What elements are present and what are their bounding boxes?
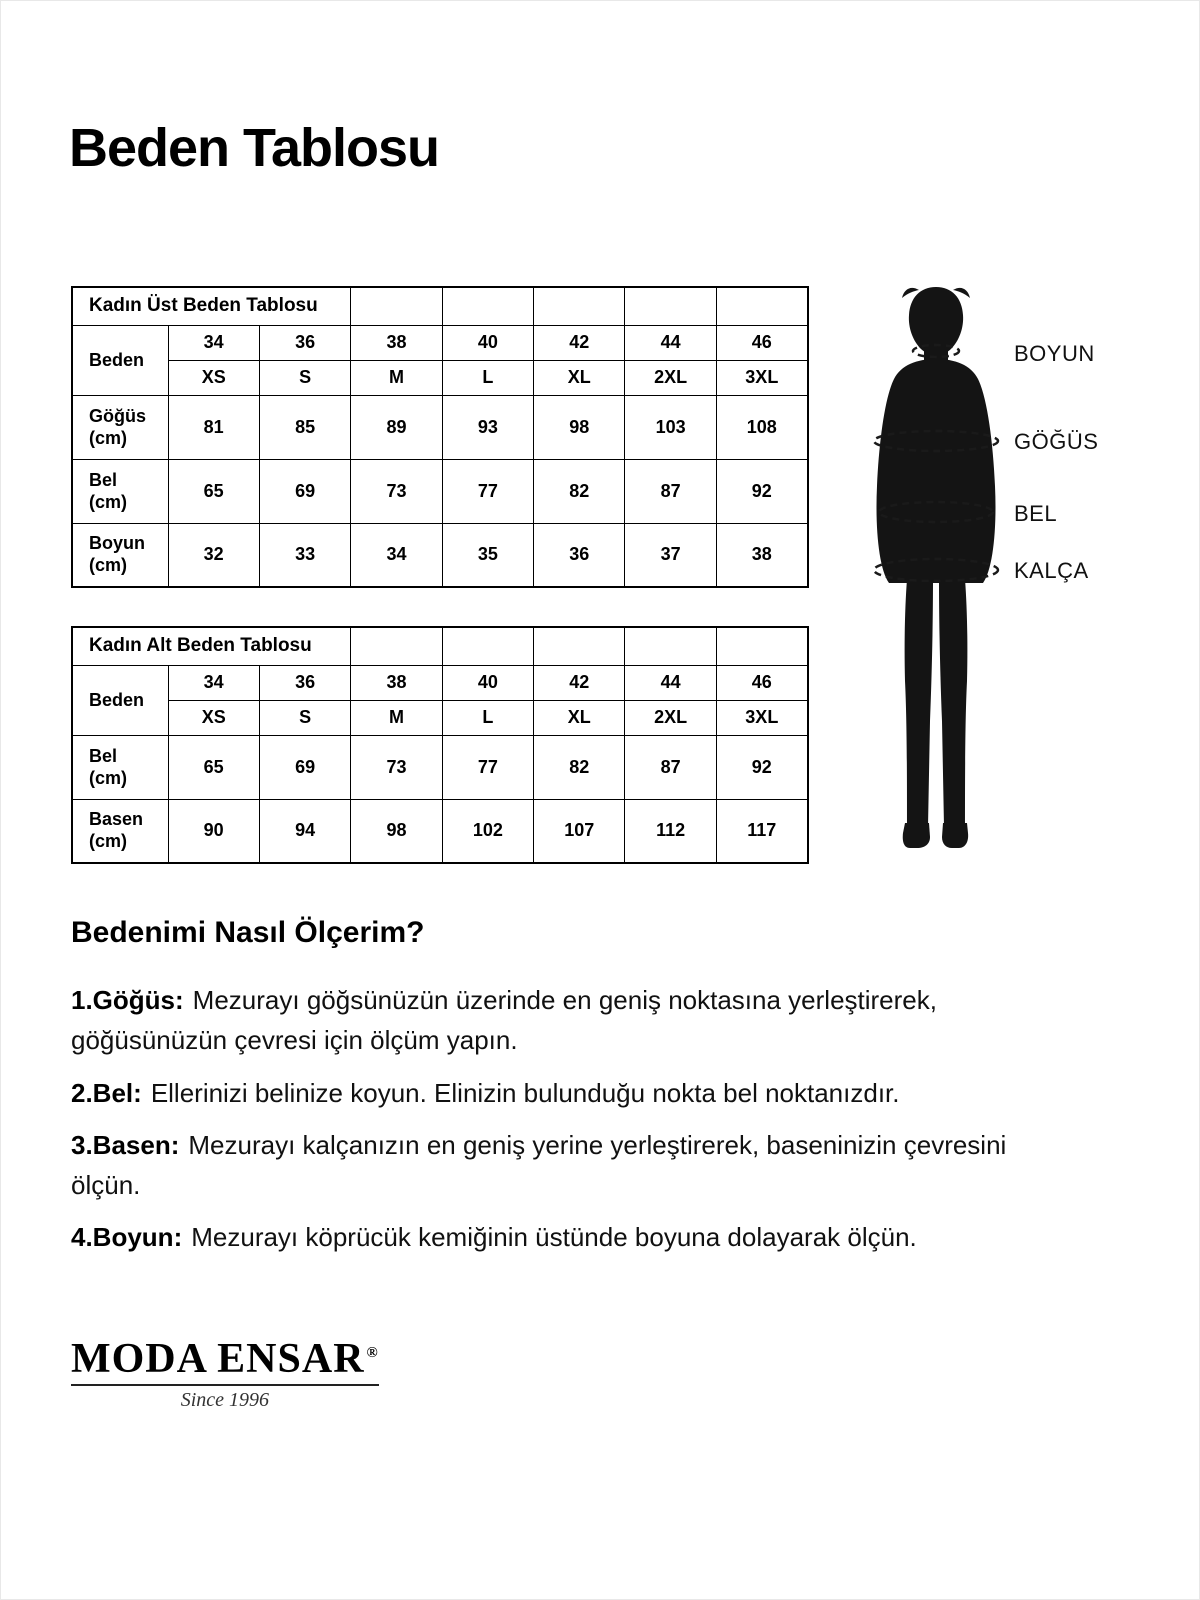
- size-cell: XL: [534, 360, 625, 395]
- value-cell: 93: [442, 395, 533, 459]
- size-cell: 34: [168, 665, 259, 700]
- measurement-row: [72, 523, 808, 587]
- numeric-size-row: [72, 665, 808, 700]
- value-cell: 37: [625, 523, 716, 587]
- measure-unit: (cm): [89, 491, 128, 512]
- empty-cell: [534, 287, 625, 325]
- size-cell: 36: [259, 325, 350, 360]
- figure-label-kalca: KALÇA: [1014, 558, 1089, 583]
- value-cell: 32: [168, 523, 259, 587]
- upper-table-title: Kadın Üst Beden Tablosu: [72, 287, 351, 325]
- right-shoe-shape: [942, 823, 968, 848]
- size-row-label: Beden: [72, 665, 168, 735]
- value-cell: 87: [625, 459, 716, 523]
- table-title-row: [72, 627, 808, 665]
- letter-size-row: [72, 360, 808, 395]
- measure-unit: (cm): [89, 555, 128, 576]
- measure-name: Basen: [89, 809, 144, 830]
- measure-guide-heading: Bedenimi Nasıl Ölçerim?: [71, 916, 425, 949]
- size-cell: 40: [442, 665, 533, 700]
- torso-shape: [877, 359, 996, 583]
- size-cell: S: [259, 360, 350, 395]
- empty-cell: [716, 287, 807, 325]
- guide-item-bel: [71, 1073, 1021, 1113]
- brand-name: [71, 1336, 379, 1382]
- size-cell: L: [442, 700, 533, 735]
- size-cell: M: [351, 700, 442, 735]
- upper-size-table: [71, 286, 809, 588]
- brand-name-text: MODA ENSAR: [71, 1336, 365, 1382]
- measurement-row-label: [72, 459, 168, 523]
- value-cell: 87: [625, 735, 716, 799]
- measure-guide-section: [71, 916, 1021, 1270]
- value-cell: 103: [625, 395, 716, 459]
- empty-cell: [625, 287, 716, 325]
- value-cell: 108: [716, 395, 807, 459]
- value-cell: 92: [716, 735, 807, 799]
- size-cell: M: [351, 360, 442, 395]
- value-cell: 117: [716, 799, 807, 863]
- measure-unit: (cm): [89, 767, 128, 788]
- empty-cell: [534, 627, 625, 665]
- value-cell: 69: [259, 735, 350, 799]
- empty-cell: [351, 627, 442, 665]
- size-cell: XS: [168, 360, 259, 395]
- value-cell: 77: [442, 735, 533, 799]
- value-cell: 98: [351, 799, 442, 863]
- value-cell: 65: [168, 459, 259, 523]
- value-cell: 38: [716, 523, 807, 587]
- measurement-row: [72, 395, 808, 459]
- size-cell: 34: [168, 325, 259, 360]
- size-cell: 36: [259, 665, 350, 700]
- size-cell: L: [442, 360, 533, 395]
- measurement-row-label: [72, 735, 168, 799]
- right-leg-shape: [939, 579, 967, 827]
- letter-size-row: [72, 700, 808, 735]
- value-cell: 36: [534, 523, 625, 587]
- size-cell: 46: [716, 325, 807, 360]
- empty-cell: [442, 627, 533, 665]
- size-cell: 40: [442, 325, 533, 360]
- guide-item-boyun: [71, 1217, 1021, 1257]
- value-cell: 85: [259, 395, 350, 459]
- size-cell: 44: [625, 665, 716, 700]
- size-cell: 2XL: [625, 700, 716, 735]
- size-cell: 38: [351, 665, 442, 700]
- guide-term: 3.Basen:: [71, 1129, 180, 1160]
- size-cell: 44: [625, 325, 716, 360]
- value-cell: 77: [442, 459, 533, 523]
- value-cell: 34: [351, 523, 442, 587]
- numeric-size-row: [72, 325, 808, 360]
- table-title-row: [72, 287, 808, 325]
- guide-text: Mezurayı köprücük kemiğinin üstünde boyuna dolayarak ölçün.: [191, 1222, 917, 1253]
- size-cell: 2XL: [625, 360, 716, 395]
- empty-cell: [351, 287, 442, 325]
- guide-text: Ellerinizi belinize koyun. Elinizin bulunduğu nokta bel noktanızdır.: [150, 1077, 900, 1108]
- size-cell: S: [259, 700, 350, 735]
- value-cell: 94: [259, 799, 350, 863]
- measurement-row: [72, 459, 808, 523]
- size-cell: 46: [716, 665, 807, 700]
- measure-name: Bel: [89, 745, 118, 766]
- left-leg-shape: [905, 579, 933, 827]
- measure-name: Göğüs: [89, 405, 146, 426]
- size-cell: XL: [534, 700, 625, 735]
- size-cell: 3XL: [716, 360, 807, 395]
- measurement-row: [72, 799, 808, 863]
- guide-item-gogus: [71, 980, 1021, 1061]
- value-cell: 92: [716, 459, 807, 523]
- registered-mark: ®: [366, 1345, 379, 1361]
- value-cell: 90: [168, 799, 259, 863]
- measure-unit: (cm): [89, 427, 128, 448]
- measurement-row-label: [72, 395, 168, 459]
- value-cell: 89: [351, 395, 442, 459]
- guide-text: Mezurayı göğsünüzün üzerinde en geniş noktasına yerleştirerek, göğüsünüzün çevresi için ölçüm yapın.: [71, 985, 937, 1056]
- empty-cell: [625, 627, 716, 665]
- size-cell: 42: [534, 665, 625, 700]
- value-cell: 81: [168, 395, 259, 459]
- page-title: Beden Tablosu: [69, 118, 440, 178]
- value-cell: 82: [534, 459, 625, 523]
- guide-term: 1.Göğüs:: [71, 985, 184, 1015]
- empty-cell: [442, 287, 533, 325]
- guide-text: Mezurayı kalçanızın en geniş yerine yerleştirerek, baseninizin çevresini ölçün.: [71, 1129, 1007, 1201]
- size-cell: 38: [351, 325, 442, 360]
- guide-item-basen: [71, 1125, 1021, 1206]
- value-cell: 82: [534, 735, 625, 799]
- value-cell: 98: [534, 395, 625, 459]
- measure-name: Boyun: [89, 533, 145, 554]
- empty-cell: [716, 627, 807, 665]
- lower-table-title: Kadın Alt Beden Tablosu: [72, 627, 351, 665]
- value-cell: 73: [351, 735, 442, 799]
- measurement-row-label: [72, 799, 168, 863]
- value-cell: 102: [442, 799, 533, 863]
- size-cell: 42: [534, 325, 625, 360]
- measure-name: Bel: [89, 469, 118, 490]
- size-row-label: Beden: [72, 325, 168, 395]
- figure-label-boyun: BOYUN: [1014, 341, 1095, 366]
- guide-term: 2.Bel:: [71, 1077, 142, 1108]
- measure-unit: (cm): [89, 831, 128, 852]
- lower-size-table: [71, 626, 809, 864]
- measurement-row: [72, 735, 808, 799]
- value-cell: 112: [625, 799, 716, 863]
- value-cell: 33: [259, 523, 350, 587]
- value-cell: 65: [168, 735, 259, 799]
- brand-tagline: Since 1996: [71, 1384, 379, 1412]
- guide-term: 4.Boyun:: [71, 1222, 183, 1253]
- value-cell: 73: [351, 459, 442, 523]
- measurement-figure-area: [861, 281, 1191, 881]
- value-cell: 107: [534, 799, 625, 863]
- measurement-row-label: [72, 523, 168, 587]
- figure-label-bel: BEL: [1014, 501, 1058, 526]
- size-cell: XS: [168, 700, 259, 735]
- value-cell: 35: [442, 523, 533, 587]
- body-silhouette-figure: [861, 281, 1011, 871]
- left-shoe-shape: [903, 823, 930, 848]
- figure-label-gogus: GÖĞÜS: [1014, 429, 1099, 454]
- size-cell: 3XL: [716, 700, 807, 735]
- value-cell: 69: [259, 459, 350, 523]
- brand-logo: [71, 1336, 379, 1412]
